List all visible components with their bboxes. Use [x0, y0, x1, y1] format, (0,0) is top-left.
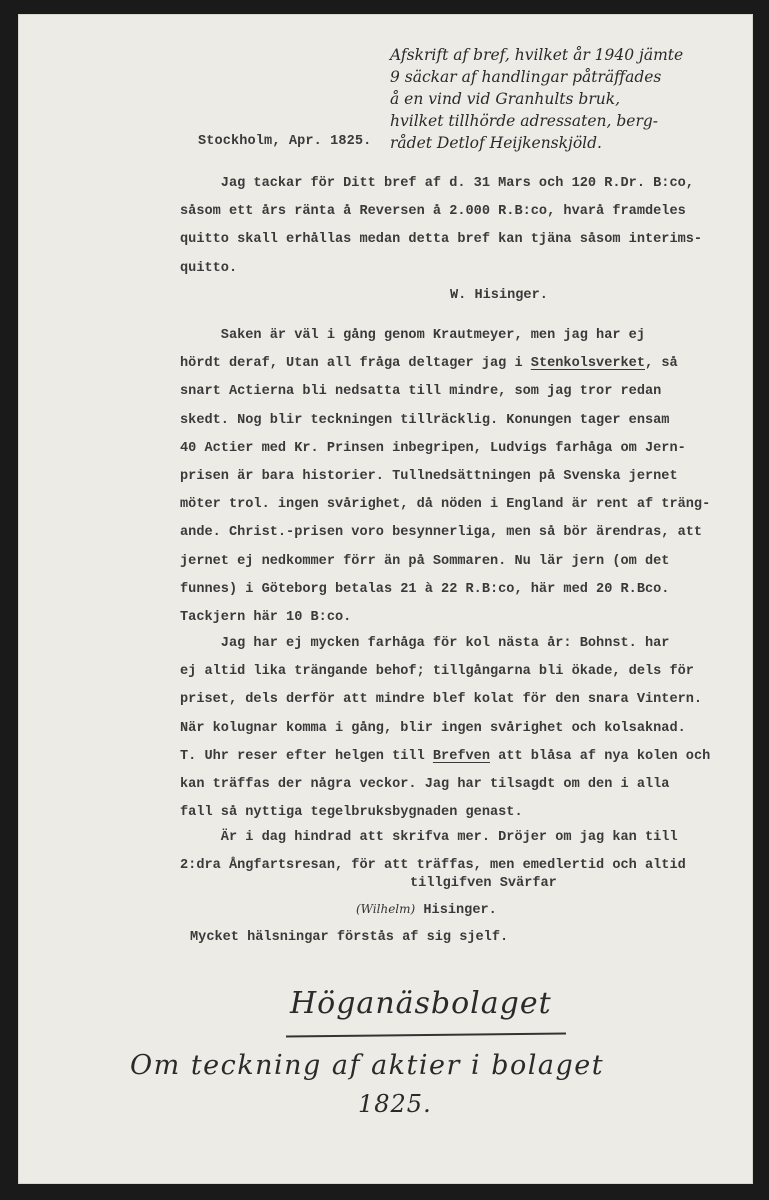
handwritten-archive-note: [390, 44, 765, 154]
text-line: T. Uhr reser efter helgen till: [180, 748, 433, 764]
text-line: priset, dels derför att mindre blef kolat för den snara Vintern.: [180, 692, 703, 708]
text-line: Saken är väl i gång genom Krautmeyer, men jag har ej: [180, 328, 645, 343]
archive-title: Höganäsbolaget: [290, 986, 552, 1021]
text-line: quitto skall erhållas medan detta bref kan tjäna såsom interims-: [180, 232, 703, 248]
text-line: hördt deraf, Utan all fråga deltager jag i: [180, 356, 531, 372]
closing-line: tillgifven Svärfar: [410, 876, 557, 891]
archive-year: 1825.: [358, 1090, 432, 1118]
text-line: 2:dra Ångfartsresan, för att träffas, men emedlertid och altid: [180, 858, 686, 874]
note-line: å en vind vid Granhults bruk,: [390, 90, 621, 108]
signature-1: W. Hisinger.: [450, 288, 548, 303]
paragraph-1: [180, 170, 702, 283]
text-line: snart Actierna bli nedsatta till mindre, som jag tror redan: [180, 384, 662, 400]
text-line: ej altid lika trängande behof; tillgångarna bli ökade, dels för: [180, 664, 694, 680]
title-underline: [286, 1033, 566, 1038]
paragraph-3: [180, 630, 710, 827]
text-line: ande. Christ.-prisen voro besynnerliga, men så bör ärendras, att: [180, 525, 703, 541]
postscript: Mycket hälsningar förstås af sig sjelf.: [190, 930, 509, 945]
signature-surname: Hisinger.: [423, 903, 497, 918]
handwritten-first-name: (Wilhelm): [356, 902, 416, 916]
paragraph-4: [180, 824, 686, 880]
text-line: quitto.: [180, 260, 238, 276]
text-line: Jag tackar för Ditt bref af d. 31 Mars och 120 R.Dr. B:co,: [180, 176, 694, 191]
text-line: Är i dag hindrad att skrifva mer. Dröjer om jag kan till: [180, 830, 678, 845]
text-line: Jag har ej mycken farhåga för kol nästa år: Bohnst. har: [180, 636, 670, 651]
text-line: Tackjern här 10 B:co.: [180, 610, 352, 626]
text-line: att blåsa af nya kolen och: [490, 748, 711, 764]
note-line: rådet Detlof Heijkenskjöld.: [390, 134, 602, 152]
signature-2: [356, 902, 497, 918]
text-line: skedt. Nog blir teckningen tillräcklig. Konungen tager ensam: [180, 412, 670, 428]
note-line: Afskrift af bref, hvilket år 1940 jämte: [390, 46, 684, 64]
text-line: prisen är bara historier. Tullnedsättningen på Svenska jernet: [180, 469, 678, 485]
text-line: , så: [645, 356, 678, 372]
archive-subtitle: Om teckning af aktier i bolaget: [130, 1050, 605, 1081]
underlined-word: Brefven: [432, 748, 490, 764]
note-line: hvilket tillhörde adressaten, berg-: [390, 112, 659, 130]
text-line: möter trol. ingen svårighet, då nöden i England är rent af träng-: [180, 497, 711, 513]
text-line: När kolugnar komma i gång, blir ingen svårighet och kolsaknad.: [180, 720, 686, 736]
letter-date: Stockholm, Apr. 1825.: [198, 134, 372, 149]
paragraph-2: [180, 322, 710, 632]
underlined-word: Stenkolsverket: [530, 356, 645, 372]
text-line: kan träffas der några veckor. Jag har tilsagdt om den i alla: [180, 777, 670, 793]
text-line: jernet ej nedkommer förr än på Sommaren. Nu lär jern (om det: [180, 553, 670, 569]
text-line: fall så nyttiga tegelbruksbygnaden genast.: [180, 805, 523, 821]
text-line: funnes) i Göteborg betalas 21 à 22 R.B:co, här med 20 R.Bco.: [180, 581, 670, 597]
document-page: [18, 14, 753, 1184]
text-line: såsom ett års ränta å Reversen å 2.000 R.B:co, hvarå framdeles: [180, 204, 686, 220]
text-line: 40 Actier med Kr. Prinsen inbegripen, Ludvigs farhåga om Jern-: [180, 440, 686, 456]
note-line: 9 säckar af handlingar påträffades: [390, 68, 662, 86]
